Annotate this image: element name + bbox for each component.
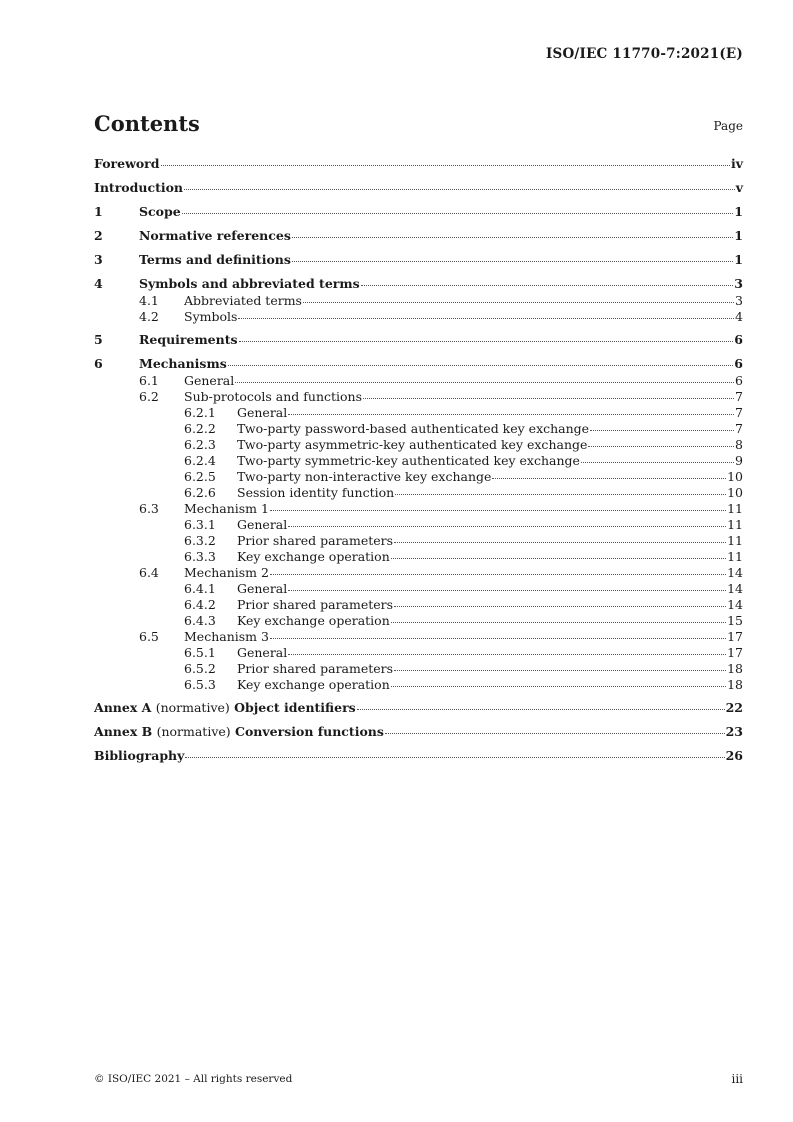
toc-entry-page: v bbox=[735, 180, 743, 195]
dot-leader bbox=[270, 510, 726, 511]
toc-entry-number: 6.3.3 bbox=[184, 549, 216, 564]
dot-leader bbox=[361, 285, 734, 286]
toc-entry[interactable] bbox=[94, 227, 743, 245]
toc-entry-label bbox=[94, 723, 384, 741]
dot-leader bbox=[235, 382, 734, 383]
toc-entry-page: 1 bbox=[734, 204, 743, 219]
toc-entry-label: Symbols bbox=[184, 309, 238, 324]
dot-leader bbox=[228, 365, 734, 366]
toc-entry-number: 2 bbox=[94, 228, 103, 243]
dot-leader bbox=[288, 414, 734, 415]
toc-entry-label: Key exchange operation bbox=[237, 549, 390, 564]
toc-entry-label: Terms and definitions bbox=[139, 252, 291, 267]
toc-entry[interactable] bbox=[94, 677, 743, 693]
toc-entry-number: 6.1 bbox=[139, 373, 159, 388]
toc-entry-label: Two-party password-based authenticated key exchange bbox=[237, 421, 590, 436]
toc-entry[interactable] bbox=[94, 629, 743, 645]
toc-entry-label: Introduction bbox=[94, 180, 184, 195]
toc-entry-page: 8 bbox=[735, 437, 743, 452]
toc-entry-label: Prior shared parameters bbox=[237, 661, 394, 676]
dot-leader bbox=[394, 542, 726, 543]
dot-leader bbox=[161, 165, 730, 166]
toc-entry[interactable] bbox=[94, 293, 743, 309]
toc-entry-label: General bbox=[237, 645, 288, 660]
toc-entry-number: 4 bbox=[94, 276, 103, 291]
annex-note: (normative) bbox=[156, 724, 231, 739]
copyright-notice: © ISO/IEC 2021 – All rights reserved bbox=[94, 1073, 293, 1085]
toc-entry-number: 6.4 bbox=[139, 565, 159, 580]
toc-entry-number: 6.2.4 bbox=[184, 453, 216, 468]
dot-leader bbox=[239, 341, 734, 342]
toc-entry-page: 9 bbox=[735, 453, 743, 468]
toc-entry[interactable] bbox=[94, 699, 743, 717]
dot-leader bbox=[581, 462, 734, 463]
toc-entry[interactable] bbox=[94, 179, 743, 197]
dot-leader bbox=[270, 638, 726, 639]
toc-entry-page: 6 bbox=[734, 332, 743, 347]
toc-entry[interactable] bbox=[94, 155, 743, 173]
toc-entry-page: 6 bbox=[735, 373, 743, 388]
dot-leader bbox=[303, 302, 734, 303]
toc-entry[interactable] bbox=[94, 275, 743, 293]
toc-entry-number: 4.2 bbox=[139, 309, 159, 324]
dot-leader bbox=[363, 398, 734, 399]
toc-entry-page: 4 bbox=[735, 309, 743, 324]
toc-entry[interactable] bbox=[94, 565, 743, 581]
dot-leader bbox=[385, 733, 725, 734]
toc-entry-number: 6.4.1 bbox=[184, 581, 216, 596]
toc-entry[interactable] bbox=[94, 613, 743, 629]
page-number: iii bbox=[731, 1072, 743, 1086]
dot-leader bbox=[357, 709, 725, 710]
toc-entry-label: Prior shared parameters bbox=[237, 533, 394, 548]
table-of-contents bbox=[94, 155, 743, 765]
dot-leader bbox=[391, 622, 726, 623]
toc-entry-label: Mechanisms bbox=[139, 356, 227, 371]
toc-entry-label: Two-party asymmetric-key authenticated key exchange bbox=[237, 437, 588, 452]
toc-entry[interactable] bbox=[94, 597, 743, 613]
toc-entry-page: iv bbox=[730, 156, 743, 171]
toc-entry-label: General bbox=[237, 405, 288, 420]
toc-entry-number: 6.2.2 bbox=[184, 421, 216, 436]
toc-entry-label: Bibliography bbox=[94, 748, 185, 763]
dot-leader bbox=[588, 446, 734, 447]
toc-entry-page: 11 bbox=[727, 501, 743, 516]
toc-entry[interactable] bbox=[94, 405, 743, 421]
toc-entry-page: 11 bbox=[727, 533, 743, 548]
toc-entry-page: 1 bbox=[734, 252, 743, 267]
toc-entry-page: 22 bbox=[725, 700, 743, 715]
toc-entry-page: 18 bbox=[727, 677, 743, 692]
toc-entry-page: 15 bbox=[727, 613, 743, 628]
toc-entry-label: Abbreviated terms bbox=[184, 293, 302, 308]
toc-entry-page: 7 bbox=[735, 389, 743, 404]
toc-entry-label: Key exchange operation bbox=[237, 613, 390, 628]
toc-entry-number: 6.4.2 bbox=[184, 597, 216, 612]
page-title: Contents bbox=[94, 111, 200, 136]
toc-entry[interactable] bbox=[94, 549, 743, 565]
toc-entry-number: 6.2.1 bbox=[184, 405, 216, 420]
dot-leader bbox=[391, 686, 726, 687]
dot-leader bbox=[288, 590, 726, 591]
toc-entry-label: Key exchange operation bbox=[237, 677, 390, 692]
toc-entry[interactable] bbox=[94, 533, 743, 549]
page-column-label: Page bbox=[713, 119, 743, 133]
toc-entry-number: 6.3.1 bbox=[184, 517, 216, 532]
toc-entry[interactable] bbox=[94, 501, 743, 517]
dot-leader bbox=[184, 189, 735, 190]
toc-entry-label: Requirements bbox=[139, 332, 238, 347]
toc-entry-page: 11 bbox=[727, 517, 743, 532]
toc-entry-number: 1 bbox=[94, 204, 103, 219]
toc-entry-number: 6.3 bbox=[139, 501, 159, 516]
toc-entry-number: 5 bbox=[94, 332, 103, 347]
toc-entry[interactable] bbox=[94, 331, 743, 349]
toc-entry-label: General bbox=[184, 373, 235, 388]
annex-title: Conversion functions bbox=[235, 724, 384, 739]
toc-entry-number: 6.2 bbox=[139, 389, 159, 404]
toc-entry-label: Session identity function bbox=[237, 485, 395, 500]
toc-entry-number: 6.2.3 bbox=[184, 437, 216, 452]
toc-entry-number: 6.5.1 bbox=[184, 645, 216, 660]
toc-entry[interactable] bbox=[94, 485, 743, 501]
toc-entry-number: 6.4.3 bbox=[184, 613, 216, 628]
toc-entry-number: 4.1 bbox=[139, 293, 159, 308]
toc-entry-label: Normative references bbox=[139, 228, 291, 243]
toc-entry-label: General bbox=[237, 581, 288, 596]
toc-entry-page: 18 bbox=[727, 661, 743, 676]
toc-entry-label: Symbols and abbreviated terms bbox=[139, 276, 360, 291]
annex-note: (normative) bbox=[155, 700, 230, 715]
toc-entry-number: 6.5.2 bbox=[184, 661, 216, 676]
toc-entry-label: Foreword bbox=[94, 156, 160, 171]
toc-entry[interactable] bbox=[94, 251, 743, 269]
toc-entry-number: 6 bbox=[94, 356, 103, 371]
dot-leader bbox=[292, 237, 733, 238]
toc-entry-page: 3 bbox=[735, 293, 743, 308]
dot-leader bbox=[270, 574, 726, 575]
toc-entry[interactable] bbox=[94, 453, 743, 469]
toc-entry[interactable] bbox=[94, 645, 743, 661]
toc-entry-page: 11 bbox=[727, 549, 743, 564]
toc-entry-label: Mechanism 2 bbox=[184, 565, 269, 580]
toc-entry[interactable] bbox=[94, 355, 743, 373]
dot-leader bbox=[292, 261, 733, 262]
toc-entry[interactable] bbox=[94, 581, 743, 597]
dot-leader bbox=[182, 213, 734, 214]
annex-title: Object identifiers bbox=[234, 700, 356, 715]
toc-entry-page: 26 bbox=[725, 748, 743, 763]
toc-entry-page: 14 bbox=[727, 565, 743, 580]
toc-entry-label: General bbox=[237, 517, 288, 532]
toc-entry[interactable] bbox=[94, 661, 743, 677]
toc-entry-label: Sub-protocols and functions bbox=[184, 389, 363, 404]
toc-entry[interactable] bbox=[94, 437, 743, 453]
toc-entry-label: Mechanism 1 bbox=[184, 501, 269, 516]
toc-entry-number: 6.2.5 bbox=[184, 469, 216, 484]
dot-leader bbox=[391, 558, 726, 559]
toc-entry[interactable] bbox=[94, 723, 743, 741]
toc-entry-number: 6.5.3 bbox=[184, 677, 216, 692]
toc-entry-label: Two-party symmetric-key authenticated key exchange bbox=[237, 453, 580, 468]
toc-entry[interactable] bbox=[94, 421, 743, 437]
toc-entry[interactable] bbox=[94, 389, 743, 405]
toc-entry-number: 6.5 bbox=[139, 629, 159, 644]
dot-leader bbox=[288, 526, 726, 527]
toc-entry-label bbox=[94, 699, 356, 717]
toc-entry-page: 23 bbox=[725, 724, 743, 739]
dot-leader bbox=[394, 606, 726, 607]
toc-entry[interactable] bbox=[94, 203, 743, 221]
toc-entry-page: 7 bbox=[735, 405, 743, 420]
dot-leader bbox=[590, 430, 734, 431]
toc-entry-page: 10 bbox=[727, 485, 743, 500]
toc-entry-page: 14 bbox=[727, 581, 743, 596]
toc-entry-page: 10 bbox=[727, 469, 743, 484]
toc-entry-page: 17 bbox=[727, 645, 743, 660]
toc-entry-label: Scope bbox=[139, 204, 181, 219]
toc-entry-label: Mechanism 3 bbox=[184, 629, 269, 644]
toc-entry-page: 7 bbox=[735, 421, 743, 436]
toc-entry-page: 17 bbox=[727, 629, 743, 644]
toc-entry-number: 6.3.2 bbox=[184, 533, 216, 548]
document-id: ISO/IEC 11770-7:2021(E) bbox=[546, 46, 743, 62]
toc-entry[interactable] bbox=[94, 309, 743, 325]
toc-entry[interactable] bbox=[94, 747, 743, 765]
toc-entry-page: 1 bbox=[734, 228, 743, 243]
dot-leader bbox=[395, 494, 726, 495]
dot-leader bbox=[394, 670, 726, 671]
dot-leader bbox=[238, 318, 734, 319]
dot-leader bbox=[288, 654, 726, 655]
toc-entry-number: 3 bbox=[94, 252, 103, 267]
toc-entry-label: Two-party non-interactive key exchange bbox=[237, 469, 492, 484]
annex-prefix: Annex B bbox=[94, 724, 153, 739]
toc-entry-page: 3 bbox=[734, 276, 743, 291]
toc-entry-number: 6.2.6 bbox=[184, 485, 216, 500]
toc-entry[interactable] bbox=[94, 469, 743, 485]
toc-entry[interactable] bbox=[94, 517, 743, 533]
annex-prefix: Annex A bbox=[94, 700, 152, 715]
toc-entry-page: 6 bbox=[734, 356, 743, 371]
toc-entry-page: 14 bbox=[727, 597, 743, 612]
toc-entry[interactable] bbox=[94, 373, 743, 389]
toc-entry-label: Prior shared parameters bbox=[237, 597, 394, 612]
dot-leader bbox=[185, 757, 724, 758]
dot-leader bbox=[492, 478, 726, 479]
